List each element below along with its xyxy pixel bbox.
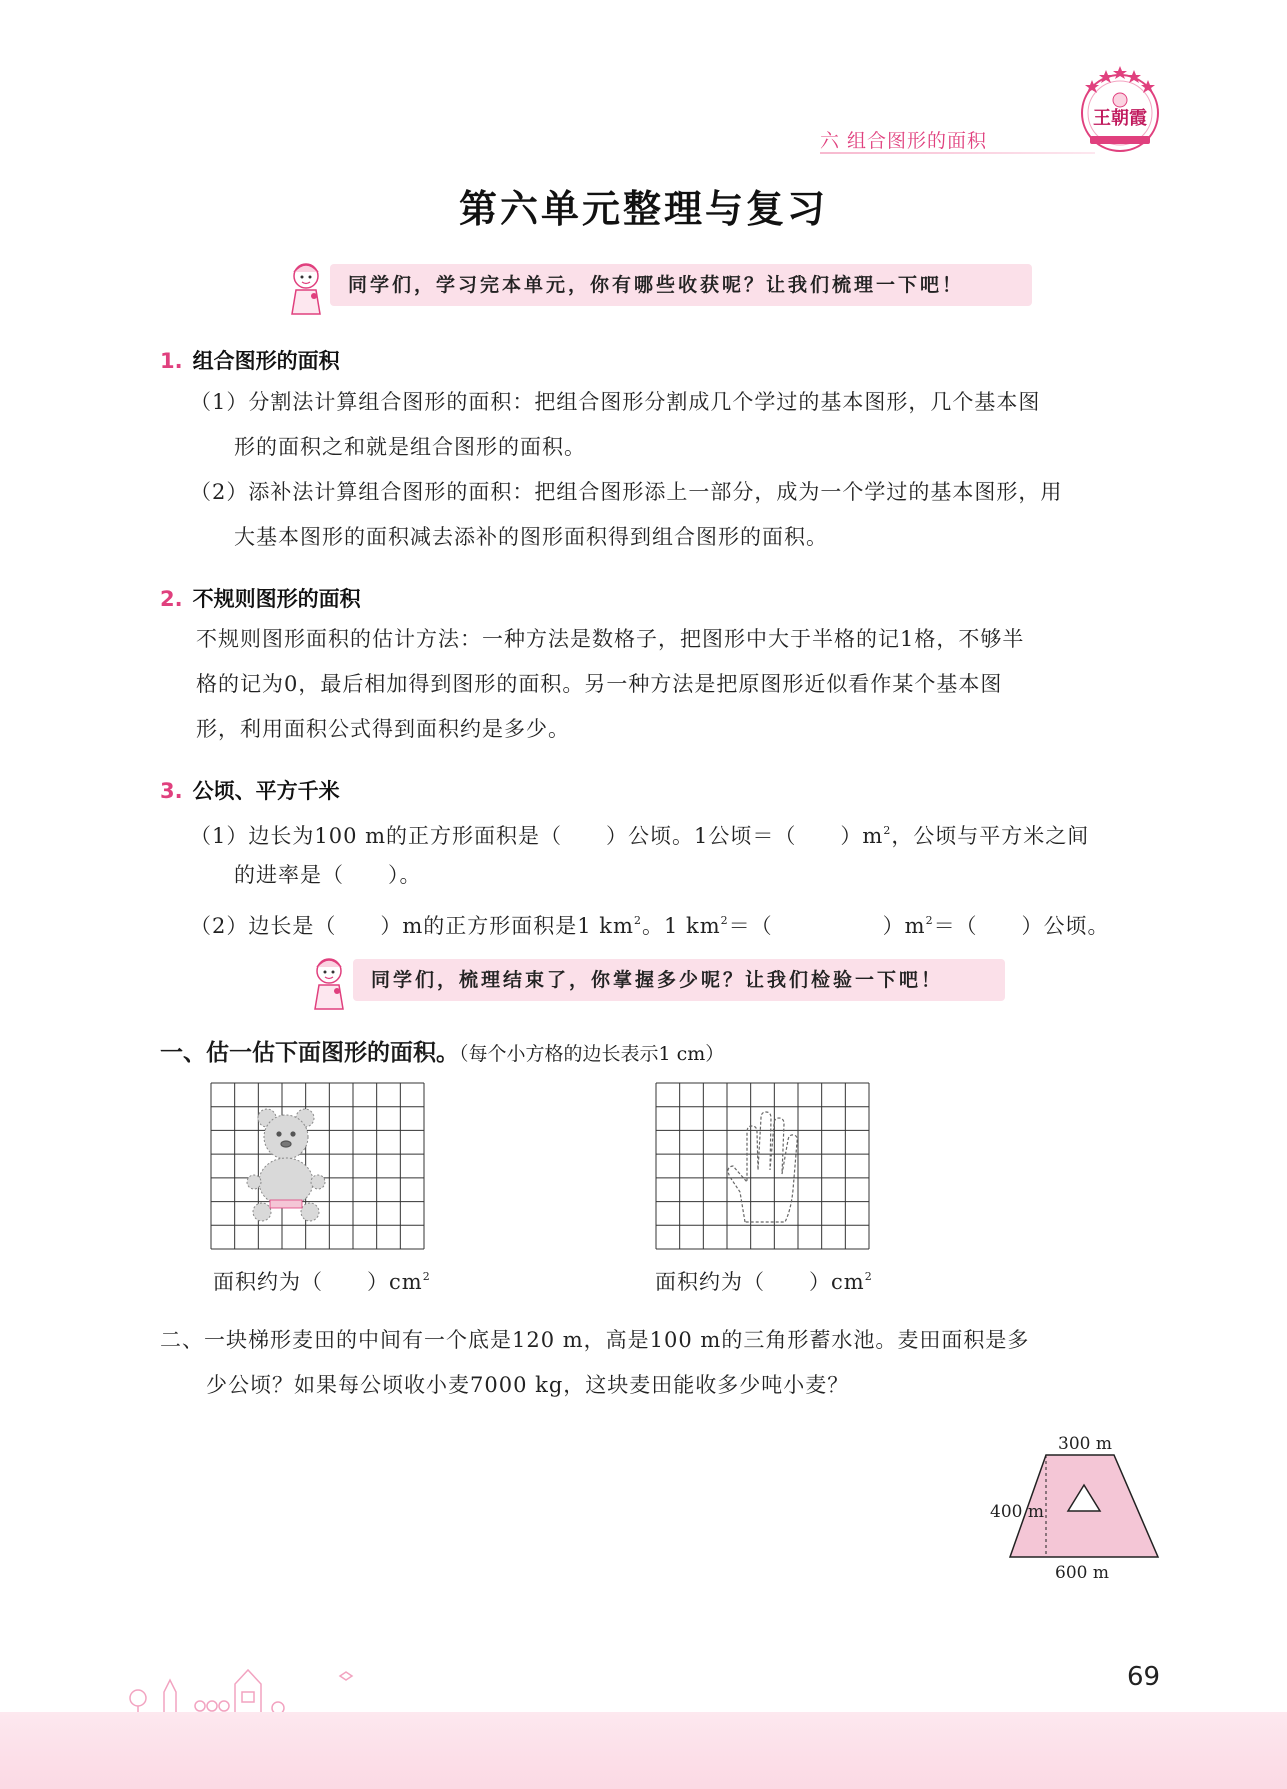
superscript: 2 [422,1270,431,1283]
trapezoid-field-diagram [980,1425,1180,1585]
bottom-base-label: 600 m [1055,1563,1109,1583]
superscript: 2 [925,914,934,927]
top-base-label: 300 m [1058,1434,1112,1454]
text-line: 形的面积之和就是组合图形的面积。 [234,435,586,459]
q2-part-d: ＝（ ）公顷。 [933,914,1110,938]
exercise-1-note: （每个小方格的边长表示1 cm） [459,1043,725,1065]
caption-text: 面积约为（ ）cm [213,1270,423,1294]
q1-part-b: ，公顷与平方米之间 [891,824,1090,848]
text-line: （1）分割法计算组合图形的面积：把组合图形分割成几个学过的基本图形，几个基本图 [190,390,1041,414]
superscript: 2 [883,824,892,837]
text-line: （2）添补法计算组合图形的面积：把组合图形添上一部分，成为一个学过的基本图形，用 [190,480,1063,504]
chapter-label: 六 组合图形的面积 [820,130,988,152]
grid-bear [210,1082,425,1250]
page-number: 69 [1127,1662,1161,1692]
section-number: 1. [160,349,183,373]
section-number: 3. [160,779,183,803]
superscript: 2 [720,914,729,927]
exercise-1-title: 一、估一估下面图形的面积。 [160,1040,459,1066]
superscript: 2 [864,1270,873,1283]
text-line: 的进率是（ ）。 [234,863,422,887]
text-line: 少公顷？如果每公顷收小麦7000 kg，这块麦田能收多少吨小麦？ [206,1373,850,1397]
check-banner: 同学们，梳理结束了，你掌握多少呢？让我们检验一下吧！ [353,959,1005,1001]
mascot-girl-icon [284,258,330,320]
hand-area-caption [655,1266,873,1296]
question-3-2 [190,898,1110,943]
section-1-heading [160,345,340,375]
hand-outline-icon [728,1112,797,1222]
brand-text: 王朝霞 [1093,108,1147,129]
section-1-body [190,380,1062,560]
section-title: 组合图形的面积 [192,349,340,373]
mascot-girl-icon [307,953,353,1015]
exercise-1-heading [160,1034,724,1067]
section-title: 公顷、平方千米 [192,779,340,803]
text-line: 不规则图形面积的估计方法：一种方法是数格子，把图形中大于半格的记1格，不够半 [196,627,1025,651]
text-line: 大基本图形的面积减去添补的图形面积得到组合图形的面积。 [234,525,828,549]
review-banner: 同学们，学习完本单元，你有哪些收获呢？让我们梳理一下吧！ [330,264,1032,306]
height-label: 400 m [990,1502,1044,1522]
q2-part-a: （2）边长是（ ）m的正方形面积是1 km [190,914,634,938]
q2-part-b: 。1 km [641,914,721,938]
q2-part-c: ＝（ ）m [728,914,926,938]
text-line: 格的记为0，最后相加得到图形的面积。另一种方法是把原图形近似看作某个基本图 [196,672,1003,696]
section-3-body [190,808,1110,943]
section-2-body [196,617,1024,752]
section-title: 不规则图形的面积 [192,587,361,611]
text-line: 形，利用面积公式得到面积约是多少。 [196,717,570,741]
page-title: 第六单元整理与复习 [458,187,828,231]
q1-part-a: （1）边长为100 m的正方形面积是（ ）公顷。1公顷＝（ ）m [190,824,884,848]
chapter-underline [820,152,1095,154]
superscript: 2 [633,914,642,927]
question-3-1 [190,808,1110,853]
footer-band [0,1712,1287,1789]
grid-hand [655,1082,870,1250]
section-number: 2. [160,587,183,611]
exercise-2-text [160,1318,1029,1408]
text-line: 二、一块梯形麦田的中间有一个底是120 m，高是100 m的三角形蓄水池。麦田面积是多 [160,1328,1030,1352]
footer-town-decoration [120,1640,420,1720]
section-2-heading [160,583,361,613]
caption-text: 面积约为（ ）cm [655,1270,865,1294]
brand-logo [1070,58,1170,158]
section-3-heading [160,775,340,805]
bear-area-caption [213,1266,431,1296]
